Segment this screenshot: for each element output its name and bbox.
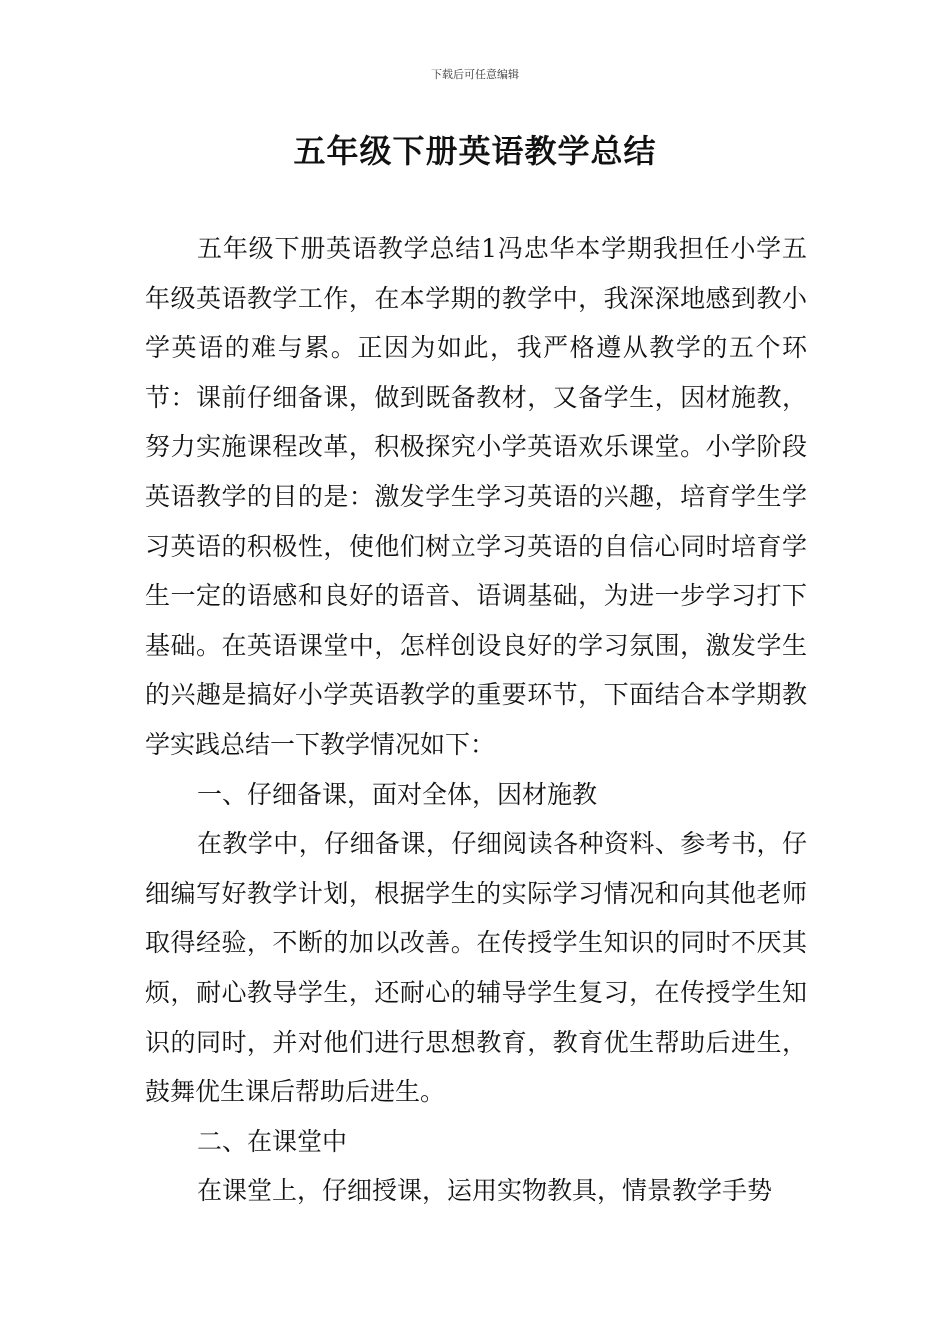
paragraph-intro: 五年级下册英语教学总结1冯忠华本学期我担任小学五年级英语教学工作，在本学期的教学中，我深深地感到教小学英语的难与累。正因为如此，我严格遵从教学的五个环节：课前仔细备课，做到既备教材，又备学生，因材施教，努力实施课程改革，积极探究小学英语欢乐课堂。小学阶段英语教学的目的是：激发学生学习英语的兴趣，培育学生学习英语的积极性，使他们树立学习英语的自信心同时培育学生一定的语感和良好的语音、语调基础，为进一步学习打下基础。在英语课堂中，怎样创设良好的学习氛围，激发学生的兴趣是搞好小学英语教学的重要环节，下面结合本学期教学实践总结一下教学情况如下：: [145, 234, 807, 759]
section-heading-1: 一、仔细备课，面对全体，因材施教: [197, 779, 598, 809]
document-title: 五年级下册英语教学总结: [293, 132, 657, 170]
section-heading-2: 二、在课堂中: [197, 1126, 348, 1156]
page-header-note: 下载后可任意编辑: [431, 68, 519, 81]
paragraph-section-1: 在教学中，仔细备课，仔细阅读各种资料、参考书，仔细编写好教学计划，根据学生的实际学习情况和向其他老师取得经验，不断的加以改善。在传授学生知识的同时不厌其烦，耐心教导学生，还耐心的辅导学生复习，在传授学生知识的同时，并对他们进行思想教育，教育优生帮助后进生，鼓舞优生课后帮助后进生。: [145, 829, 807, 1107]
paragraph-section-2: 在课堂上，仔细授课，运用实物教具，情景教学手势: [197, 1176, 773, 1206]
document-body: [145, 224, 807, 1216]
